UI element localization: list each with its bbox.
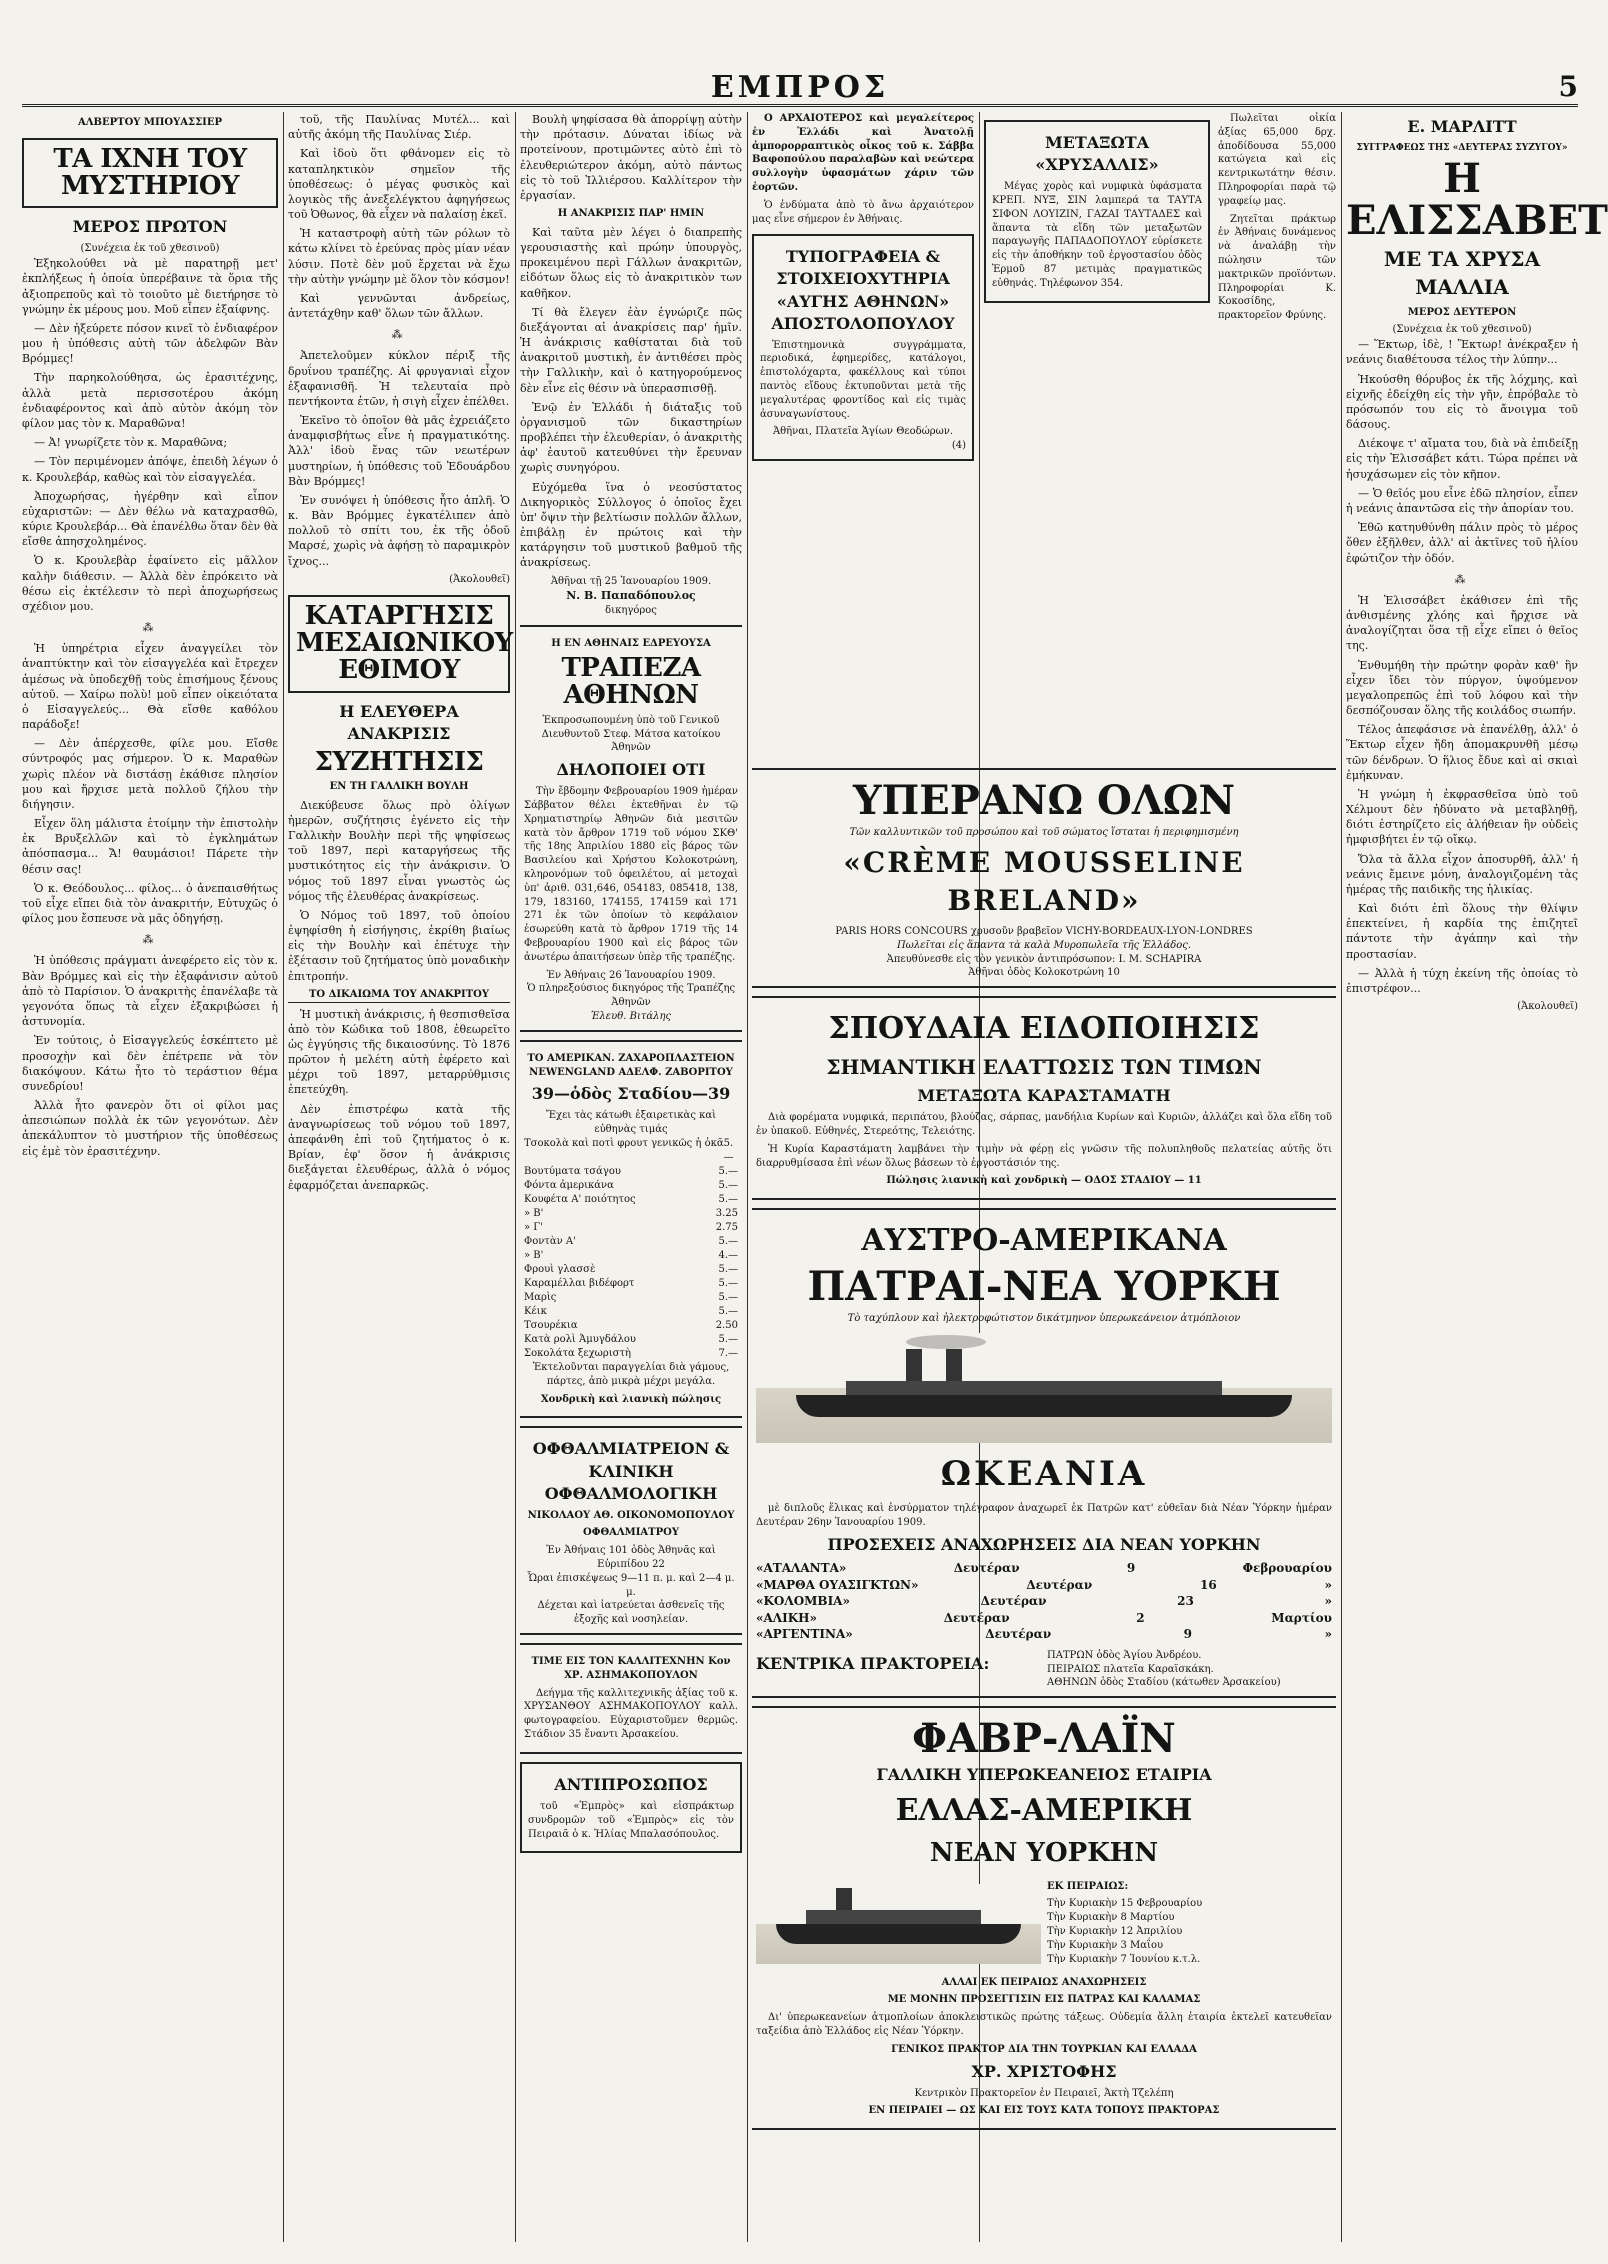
column-second-serial [1346,112,1608,2242]
departure-schedule [756,1560,1332,1643]
confectionery-note: Χονδρικὴ καὶ λιανικὴ πώλησις [540,1393,722,1405]
paragraph: Εἶχεν ὅλη μάλιστα ἑτοίμην τὴν ἐπιστολὴν ἐκ Βρυξελλῶν καὶ τὸ ἐγκλημάτων ἀπόσπασμα... Ἄ! θαυμάσιοι! Πάρετε τὴν θέσιν σας! [22,817,278,876]
price-row [524,1179,738,1193]
schedule-row [756,1626,1332,1643]
price-row [524,1207,738,1221]
fabre-route: ΕΛΛΑΣ-ΑΜΕΡΙΚΗ [895,1793,1193,1829]
steamship-deck [806,1910,981,1924]
paragraph: Ὁ κ. Θεόδουλος... φίλος... ὁ ἀνεπαισθήτως τοῦ εἶχε εἴπει διὰ τὸν ἀνακριτήν, Εὐτυχῶς ὁ φίλος μου ἔσπευσε νὰ μᾶς ὁδηγήσῃ. [22,881,278,926]
section-divider: ⁂ [142,621,158,635]
article-signature-role: δικηγόρος [605,604,657,616]
steamship-illustration [756,1884,1041,1964]
section-divider: ⁂ [142,933,158,947]
paragraph: Ἐνῷ ἐν Ἑλλάδι ἡ διάταξις τοῦ ὀργανισμοῦ τῶν δικαστηρίων προβλέπει τὴν ἐλευθερίαν, ὁ ἀνακριτὴς ἀφ' ἑαυτοῦ κατευθύνει τὴν ἔρευναν χωρὶς συνηγόρου. [520,400,742,475]
ship-name: ΩΚΕΑΝΙΑ [940,1454,1148,1495]
cream-subtitle: Τῶν καλλυντικῶν τοῦ προσώπου καὶ τοῦ σώματος ἵσταται ἡ περιφημισμένη [849,827,1239,838]
price-row [524,1347,738,1361]
price-item: Κατὰ ρολὶ Ἀμυγδάλου [524,1334,637,1346]
bank-notice-top: Η ΕΝ ΑΘΗΝΑΙΣ ΕΔΡΕΥΟΥΣΑ [551,638,711,650]
confectionery-subtitle: Ἔχει τὰς κάτωθι ἐξαιρετικὰς καὶ εὐθηνὰς τιμάς [545,1110,717,1136]
ophthalmology-ad [520,1426,742,1635]
fabre-date: Τὴν Κυριακὴν 15 Φεβρουαρίου [1047,1898,1203,1910]
fabre-date: Τὴν Κυριακὴν 12 Ἀπριλίου [1047,1925,1183,1937]
paragraph: — Ἀ! γνωρίζετε τὸν κ. Μαραθῶνα; [34,436,228,450]
price-row [524,1137,738,1165]
schedule-date: 9 [1126,1561,1136,1576]
column-rule [747,112,748,2242]
bank-declaration: ΔΗΛΟΠΟΙΕΙ ΟΤΙ [556,760,706,780]
bank-date: Ἐν Ἀθήναις 26 Ἰανουαρίου 1909. [546,969,716,981]
cream-ad [752,768,1336,988]
column-serial-story [22,112,278,2242]
price-row [524,1319,738,1333]
silk-title: ΜΕΤΑΞΩΤΑ «ΧΡΥΣΑΛΛΙΣ» [1035,133,1159,175]
bank-name: ΤΡΑΠΕΖΑ ΑΘΗΝΩΝ [561,653,701,711]
masthead-title: ΕΜΠΡΟΣ [710,70,890,105]
page-number: 5 [1558,70,1578,103]
price-item: Φοντὰν Α' [524,1236,576,1248]
fabre-dates [1047,1876,1332,1972]
tailor-ad: Ο ΑΡΧΑΙΟΤΕΡΟΣ καὶ μεγαλείτερος ἐν Ἑλλάδι καὶ Ἀνατολῇ ἀμπορορραπτικὸς οἶκος τοῦ κ. Σάββα Βαφοπούλου παραλαβὼν καὶ νεώτερα συλλογὴν ὑφασμάτων χάριν τῶν ἑορτῶν. [752,113,974,193]
paragraph: — Δὲν ἠξεύρετε πόσον κινεῖ τὸ ἐνδιαφέρον μου ἡ ὑπόθεσις αὐτὴ τῶν ἀδελφῶν Βὰν Βρόμμες! [22,321,278,366]
clinic-note: Δέχεται καὶ ἰατρεύεται ἀσθενεῖς τῆς ἐξοχῆς καὶ νοσηλείαν. [537,1600,725,1626]
schedule-title: ΠΡΟΣΕΧΕΙΣ ΑΝΑΧΩΡΗΣΕΙΣ ΔΙΑ ΝΕΑΝ ΥΟΡΚΗΝ [827,1534,1261,1554]
serial-continued: (Συνέχεια ἐκ τοῦ χθεσινοῦ) [1392,324,1532,336]
serial-part: ΜΕΡΟΣ ΠΡΩΤΟΝ [72,217,228,237]
serial-title: ΤΑ ΙΧΝΗ ΤΟΥ ΜΥΣΤΗΡΙΟΥ [22,138,278,209]
steamship-deck [846,1381,1222,1395]
schedule-row [756,1593,1332,1610]
paragraph: Ἀλλὰ ἦτο φανερὸν ὅτι οἱ φίλοι μας ἀπεσιώπων πολλὰ ἐκ τῶν γεγονότων. Δὲν ἀπεκάλυπτον τὸ μυστήριον τῆς ὑποθέσεως εἰς ἐμὲ τὸν ἐρασιτέχνην. [22,1099,278,1158]
small-ads-column [1218,112,1336,442]
paragraph: Τί θὰ ἔλεγεν ἐὰν ἐγνώριζε πῶς διεξάγονται αἱ ἀνακρίσεις παρ' ἡμῖν. Ἡ ἀνάκρισις καθίσταται διὰ τοῦ ἀνακριτοῦ μυστικὴ, ἐν ἀντιθέσει πρὸς τὴν Γαλλικὴν, καὶ ὁ κατηγορούμενος δὲν εἶνε εἰς θέσιν νὰ ὑπερασπισθῇ. [520,305,742,395]
price-row [524,1277,738,1291]
price-value: 5.— [718,1194,738,1206]
representative-ad [520,1762,742,1853]
continued-note: (Ἀκολουθεῖ) [1517,1001,1578,1013]
printing-ad [752,234,974,461]
confectionery-ad [520,1040,742,1419]
photographer-title: ΤΙΜΕ ΕΙΣ ΤΟΝ ΚΑΛΛΙΤΕΧΝΗΝ Κον ΧΡ. ΑΣΗΜΑΚΟΠΟΥΛΟΝ [531,1656,731,1681]
schedule-day: Δευτέραν [953,1561,1020,1576]
price-item: » Β' [524,1250,544,1262]
fabre-date: Τὴν Κυριακὴν 8 Μαρτίου [1047,1912,1175,1924]
serial-part: ΜΕΡΟΣ ΔΕΥΤΕΡΟΝ [1407,306,1517,318]
price-item: Μαρὶς [524,1292,557,1304]
notice-text: Διὰ φορέματα νυμφικά, περιπάτου, βλούζας, σάρπας, μανδήλια Κυρίων καὶ Κυριῶν, ἀλλάζει καὶ ὅλα εἴδη τοῦ ἐν ὑπακοῦ. Εὐθηνές, Στερεότης, Τελειότης. [756,1112,1332,1138]
cream-address: Ἀθῆναι ὁδὸς Κολοκοτρώνη 10 [968,967,1120,979]
paragraph: Καὶ ταῦτα μὲν λέγει ὁ διαπρεπὴς γερουσιαστὴς καὶ πρώην ὑπουργὸς, προκειμένου περὶ Γάλλων ἀνακριτῶν, εἰδότων ὅλως εἰς τὸ ἀνακριτικὸν των καθῆκον. [520,225,742,300]
schedule-ship: «ΑΡΓΕΝΤΙΝΑ» [756,1627,853,1642]
notice-text: Ἡ Κυρία Καραστάματη λαμβάνει τὴν τιμὴν νὰ φέρῃ εἰς γνῶσιν τῆς πολυπληθοῦς πελατείας αὐτῆς ὅτι διαρρυθμίσασα ἐπὶ νέων ὅλως βάσεων τὸ ἐργοστάσιόν της. [756,1143,1332,1169]
price-value: 5.— [718,1264,738,1276]
paragraph: Ἐνθυμήθη τὴν πρώτην φορὰν καθ' ἣν εἶχεν ἴδει τὸν πύργον, ὑψούμενον μεγαλοπρεπῶς ἐπὶ τοῦ λόφου καὶ τὴν δεσπόζουσαν ὅλης τῆς κοιλάδος σιωπήν. [1346,658,1578,718]
cream-brand: «CRÈME MOUSSELINE BRELAND» [843,845,1245,918]
paragraph: Εὐχόμεθα ἵνα ὁ νεοσύστατος Δικηγορικὸς Σύλλογος ὁ ὁποῖος ἔχει ὑπ' ὄψιν τὴν βελτίωσιν πολλῶν ἄλλων, ἐπιβάλῃ ἐν πρώτοις καὶ τὴν κατάργησιν τοῦ μυστικοῦ βαθμοῦ τῆς ἀνακρίσεως. [520,480,742,570]
schedule-month: » [1324,1594,1332,1609]
confectionery-title: ΤΟ ΑΜΕΡΙΚΑΝ. ΖΑΧΑΡΟΠΛΑΣΤΕΙΟΝ NEWENGLAND ΑΔΕΛΦ. ΖΑΒΟΡΙΤΟΥ [527,1052,735,1078]
photographer-text: Δεήγμα τῆς καλλιτεχνικῆς ἀξίας τοῦ κ. ΧΡΥΣΑΝΘΟΥ ΑΣΗΜΑΚΟΠΟΥΛΟΥ καλλ. φωτογραφείου. Εὐχαριστοῦμεν θερμῶς. Στάδιον 35 ἔναντι Ἀρσακείου. [524,1687,738,1741]
price-value: 7.— [718,1348,738,1360]
clinic-role: ΟΦΘΑΛΜΙΑΤΡΟΥ [583,1527,679,1539]
shipping-text: μὲ διπλοῦς ἕλικας καὶ ἐνσύρματον τηλέγραφον ἀναχωρεῖ ἐκ Πατρῶν κατ' εὐθεῖαν διὰ Νέαν Ὑόρκην ἡμέραν Δευτέραν 26ην Ἰανουαρίου 1909. [756,1503,1332,1529]
price-value: 5.— [718,1236,738,1248]
notice-title: ΣΠΟΥΔΑΙΑ ΕΙΔΟΠΟΙΗΣΙΣ [828,1011,1260,1047]
paragraph: — Τὸν περιμένομεν ἀπόψε, ἐπειδὴ λέγων ὁ κ. Κρουλεβάρ, καθὼς καὶ τὸν εἰσαγγελέα. [22,455,278,484]
serial-title-line2: ΜΕ ΤΑ ΧΡΥΣΑ ΜΑΛΛΙΑ [1383,247,1541,300]
article-subtitle: ΣΥΖΗΤΗΣΙΣ [314,746,484,777]
silk-text: Μέγας χορὸς καὶ νυμφικὰ ὑφάσματα ΚΡΕΠ. ΝΥΞ, ΣΙΝ λαμπερά τα ΤΑΥΤΑ ΣΙΦΟΝ ΛΟΥΙΖΙΝ, ΓΑΖΑΙ ΤΑΥΤΑΔΕΣ καὶ ἅπαντα τὰ εἴδη τῶν μεταξωτῶν παραγωγῆς ΠΑΠΑΔΟΠΟΥΛΟΥ εὑρίσκετε εἰς τὴν ἀποθήκην τοῦ ἐργοστασίου ὁδὸς Ἑρμοῦ 87 μετιμὰς πραγματικῶς εὐθηνάς. Τηλέφωνον 354. [992,181,1202,289]
cream-headline: ΥΠΕΡΑΝΩ ΟΛΩΝ [852,777,1236,824]
article-signature: Ν. Β. Παπαδόπουλος [566,589,696,603]
schedule-date: 16 [1199,1577,1217,1592]
section-heading: Η ΑΝΑΚΡΙΣΙΣ ΠΑΡ' ΗΜΙΝ [557,208,705,220]
representative-text: τοῦ «Ἐμπρὸς» καὶ εἰσπράκτωρ συνδρομῶν τοῦ «Ἐμπρὸς» εἰς τὸν Πειραιᾶ ὁ κ. Ἠλίας Μπαλασόπουλος. [528,1800,734,1840]
printing-title: ΤΥΠΟΓΡΑΦΕΙΑ & ΣΤΟΙΧΕΙΟΧΥΤΗΡΙΑ «ΑΥΓΗΣ ΑΘΗΝΩΝ» ΑΠΟΣΤΟΛΟΠΟΥΛΟΥ [771,247,955,333]
paragraph: τοῦ, τῆς Παυλίνας Μυτέλ... καὶ αὐτῆς ἀκόμη τῆς Παυλίνας Σιέρ. [288,113,510,142]
paragraph: Τὴν παρηκολούθησα, ὡς ἐρασιτέχνης, ἀλλὰ μετὰ περισσοτέρου ἀκόμη ἐνδιαφέροντος καὶ ἀπὸ αὐτὸν ἀκόμη τὸν φίλον μας τὸν κ. Μαραθῶνα! [22,371,278,430]
clinic-hours: Ὧραι ἐπισκέψεως 9—11 π. μ. καὶ 2—4 μ. μ. [527,1572,735,1598]
agencies-label: ΚΕΝΤΡΙΚΑ ΠΡΑΚΤΟΡΕΙΑ: [756,1653,990,1673]
schedule-ship: «ΚΟΛΟΜΒΙΑ» [756,1594,850,1609]
notice-shop: ΜΕΤΑΞΩΤΑ ΚΑΡΑΣΤΑΜΑΤΗ [917,1086,1171,1106]
schedule-date: 2 [1136,1610,1145,1625]
notice-subtitle: ΣΗΜΑΝΤΙΚΗ ΕΛΑΤΤΩΣΙΣ ΤΩΝ ΤΙΜΩΝ [826,1054,1262,1079]
paragraph: Ἐθῶ κατηυθύνθη πάλιν πρὸς τὸ μέρος ὅθεν ἐξῆλθεν, ἀλλ' αἱ ἀκτῖνες τοῦ ἡλίου ἐφώτιζον τὴν ὁδόν. [1346,521,1578,565]
column-three [520,112,742,2242]
price-item: Τσουρέκια [524,1320,578,1332]
fabre-note: ΜΕ ΜΟΝΗΝ ΠΡΟΣΕΓΓΙΣΙΝ ΕΙΣ ΠΑΤΡΑΣ ΚΑΙ ΚΑΛΑΜΑΣ [887,1994,1201,2006]
fabre-subtitle: ΓΑΛΛΙΚΗ ΥΠΕΡΩΚΕΑΝΕΙΟΣ ΕΤΑΙΡΙΑ [876,1765,1212,1785]
tailor-ad-note: Ὁ ἐνδύματα ἀπὸ τὸ ἄνω ἀρχαιότερον μας εἶνε σήμερον ἐν Ἀθήναις. [752,199,974,225]
article-subtitle: ΕΝ ΤΗ ΓΑΛΛΙΚΗ ΒΟΥΛΗ [329,780,469,792]
ad-number: (4) [951,440,966,452]
fabre-title: ΦΑΒΡ-ΛΑΪΝ [912,1715,1176,1763]
agency-piraeus: ΠΕΙΡΑΙΩΣ πλατεῖα Καραϊσκάκη. [1047,1663,1214,1675]
price-item: Φρουὶ γλασσὲ [524,1264,596,1276]
agency-patras: ΠΑΤΡΩΝ ὁδὸς Ἁγίου Ἀνδρέου. [1047,1649,1202,1661]
bank-signature: Ἐλευθ. Βιτάλης [590,1010,672,1022]
schedule-month: » [1324,1577,1332,1592]
paragraph: Ἐν συνόψει ἡ ὑπόθεσις ἦτο ἁπλῆ. Ὁ κ. Βὰν Βρόμμες ἐγκατέλιπεν ἀπὸ πολλοῦ τὸ σπίτι του, ἐκ τῆς ὁδοῦ Μαρσέ, χωρὶς νὰ ἀφήσῃ τὸ παραμικρὸν ἴχνος... [288,493,510,568]
paragraph: Ἡ γνώμη ἡ ἐκφρασθεῖσα ὑπὸ τοῦ Χέλμουτ δὲν ἠδύνατο νὰ μεταβληθῇ, διότι ἐστηρίζετο εἰς ἀλήθειαν ἣν οὐδεὶς ἠμφισβήτει ἐν τῷ οἴκῳ. [1346,787,1578,847]
fabre-date: Τὴν Κυριακὴν 3 Μαΐου [1047,1939,1164,1951]
price-row [524,1305,738,1319]
price-item: Κουφέτα Α' ποιότητος [524,1194,636,1206]
price-row [524,1165,738,1179]
photographer-ad [520,1643,742,1754]
price-row [524,1235,738,1249]
price-value: 5.— [718,1166,738,1178]
article-date: Ἀθῆναι τῇ 25 Ἰανουαρίου 1909. [550,575,712,587]
schedule-row [756,1610,1332,1627]
paragraph: Ἡ Ἐλισσάβετ ἐκάθισεν ἐπὶ τῆς ἀνθισμένης χλόης καὶ ἤρχισε νὰ ἀναλογίζηται ὅσα τῇ εἶχε εἴπει ὁ θεῖος της. [1346,593,1578,653]
section-heading: ΤΟ ΔΙΚΑΙΩΜΑ ΤΟΥ ΑΝΑΚΡΙΤΟΥ [288,988,510,1003]
steamship-hull [776,1924,1021,1944]
paragraph: Ὁ Νόμος τοῦ 1897, τοῦ ὁποίου ἐψηφίσθη ἡ εἰσήγησις, ἐκρίθη βιαίως εἰς τὴν Βουλὴν καὶ ἐπέτυχε τὴν ἐξέτασιν τοῦ ζητήματος ὑπὸ μοναδικὴν ἐπιτροπήν. [288,908,510,983]
bank-text: Τὴν ἔβδομην Φεβρουαρίου 1909 ἡμέραν Σάββατον θέλει ἐκτεθῆναι ἐν τῷ Χρηματιστηρίῳ Ἀθηνῶν διὰ μεσιτῶν κατὰ τὸν ἄρθρον 1719 τοῦ νόμου ΣΚΘ' τῆς 18ης Ἀπριλίου 1880 εἰς βάρος τῶν Βασιλείου καὶ Χρήστου Κολοκοτρώνη, κληρονόμων τοῦ ὀφειλέτου, αἱ μετοχαὶ ὑπ' ἀριθ. 031,646, 054183, 085418, 138, 179, 183160, 174155, 174159 καὶ 171 271 ἐκ τῶν ὁποίων τὸ κεφάλαιον ἐσωρεύθη κατὰ τὸ ἄρθρον 1719 τῆς 14 Φεβρουαρίου 1900 καὶ εἰς βάρος τῶν ἀνωτέρω ἀπαιτήσεων ὑπὲρ τῆς τραπέζης. [524,786,738,963]
fabre-schedule [756,1876,1332,1972]
steamship-funnel [946,1349,962,1381]
price-item: Τσοκολὰ καὶ ποτὶ φρουτ γενικῶς ἡ ὀκᾶ [524,1138,724,1150]
agencies [756,1649,1332,1690]
cream-availability: Πωλεῖται εἰς ἅπαντα τὰ καλὰ Μυροπωλεῖα τῆς Ἑλλάδος. [896,939,1192,951]
price-item: Φόντα ἀμερικάνα [524,1180,614,1192]
price-row [524,1263,738,1277]
price-item: Σοκολάτα ξεχωριστὴ [524,1348,631,1360]
serial-author-credit: ΣΥΓΓΡΑΦΕΩΣ ΤΗΣ «ΔΕΥΤΕΡΑΣ ΣΥΖΥΓΟΥ» [1356,143,1568,154]
schedule-month: Μαρτίου [1271,1610,1332,1625]
printing-address: Ἀθῆναι, Πλατεῖα Ἁγίων Θεοδώρων. [772,426,954,438]
paragraph: Τέλος ἀπεφάσισε νὰ ἐπανέλθῃ, ἀλλ' ὁ Ἕκτωρ εἶχεν ἤδη ἀπομακρυνθῆ μέσῳ τῶν δένδρων. Ὁ ἥλιος ἔδυε καὶ αἱ σκιαὶ ἐμήκυναν. [1346,723,1578,782]
price-value: 5.— [718,1306,738,1318]
paragraph: Ἡ ὑπηρέτρια εἶχεν ἀναγγείλει τὸν ἀναπτύκτην καὶ τὸν εἰσαγγελέα καὶ ἔτρεχεν ἀμέσως νὰ ὑποδεχθῇ τοὺς ἐπισήμους ξένους αὐτοῦ. — Χαίρω πολὺ! μοῦ εἶπεν οἰκειότατα ὁ Εἰσαγγελεύς... Θὰ εἴσθε καθόλου παράδοξε! [22,642,278,732]
steamship-hull [796,1395,1292,1417]
wide-ads [752,760,1336,2242]
fabre-from: ΕΚ ΠΕΙΡΑΙΩΣ: [1047,1880,1129,1892]
continued-note: (Ἀκολουθεῖ) [449,573,510,585]
serial-author: Ε. ΜΑΡΛΙΤΤ [1407,117,1517,136]
fabre-agent-label: ΓΕΝΙΚΟΣ ΠΡΑΚΤΟΡ ΔΙΑ ΤΗΝ ΤΟΥΡΚΙΑΝ ΚΑΙ ΕΛΛΑΔΑ [891,2043,1197,2055]
schedule-row [756,1577,1332,1594]
notice-address: Πώλησις λιανικὴ καὶ χονδρικὴ — ΟΔΟΣ ΣΤΑΔΙΟΥ — 11 [886,1175,1202,1187]
column-rule [1341,112,1342,2242]
paragraph: Ἡ καταστροφὴ αὐτὴ τῶν ρόλων τὸ κάτω κλίνει τὸ ἐρεύνας πρὸς μίαν νέαν λύσιν. Ποτὲ δὲν μοῦ ἔρχεται νὰ ἔχω τὴν αὐτὴν γνώμην μὲ ὅλον τὸν κόσμον! [288,227,510,286]
price-row [524,1333,738,1347]
column-four [752,112,974,812]
fabre-footer: ΕΝ ΠΕΙΡΑΙΕΙ — ΩΣ ΚΑΙ ΕΙΣ ΤΟΥΣ ΚΑΤΑ ΤΟΠΟΥΣ ΠΡΑΚΤΟΡΑΣ [868,2105,1220,2117]
paragraph: Δὲν ἐπιστρέφω κατὰ τῆς ἀναγνωρίσεως τοῦ νόμου τοῦ 1897, ἀπεφάνθη ἐπὶ τοῦ ζητήματος ὁ κ. Βρίαν, ἐφ' ὅσον ἡ ἀνάκρισις διεξάγεται ἐλευθέρως, ἀλλὰ ὁ νόμος ἐφαρμόζεται ἀνεπαρκῶς. [288,1102,510,1192]
serial-continued: (Συνέχεια ἐκ τοῦ χθεσινοῦ) [80,243,220,255]
agencies-list [1047,1649,1332,1690]
price-list [524,1137,738,1361]
silk-ad [984,120,1210,303]
fabre-agent-address: Κεντρικὸν Πρακτορεῖον ἐν Πειραιεῖ, Ἀκτὴ Τζελέπη [914,2087,1174,2099]
fabre-date-list [1047,1897,1332,1966]
representative-title: ΑΝΤΙΠΡΟΣΩΠΟΣ [554,1774,708,1794]
price-value: 5.— [718,1278,738,1290]
price-value: 3.25 [715,1208,738,1220]
paragraph: Ἐξηκολούθει νὰ μὲ παρατηρῇ μετ' ἐκπλήξεως ἡ ὁποία ὑπερέβαινε τὰ ὅρια τῆς ἀξιοπρεποῦς καὶ τὸ τοιοῦτο μὲ διετήρησε τὸ γνώμην ἐκ μέρους μου. Μοῦ εἶπεν ἐξαίφνης. [22,257,278,316]
price-item: » Γ' [524,1222,543,1234]
price-item: Καραμέλλαι βιδέφορτ [524,1278,635,1290]
shipping-line-ad [752,1208,1336,1698]
confectionery-address: 39—ὁδὸς Σταδίου—39 [531,1084,731,1104]
paragraph: Ἡ ὑπόθεσις πράγματι ἀνεφέρετο εἰς τὸν κ. Βὰν Βρόμμες καὶ εἰς τὴν ἐξαφάνισιν αὐτοῦ ἀπὸ τὸ Παρίσιον. Ὁ ἀνακριτὴς ἐπανέλαβε τὰ γεγονότα ὅπως τὰ εἶχεν ἐξακριβώσει ἡ ἀστυνομία. [22,954,278,1029]
schedule-day: Δευτέραν [985,1627,1052,1642]
fabre-text: Δι' ὑπερωκεανείων ἀτμοπλοίων ἀποκλειστικῶς πρώτης τάξεως. Οὐδεμία ἄλλη ἑταιρία ἐκτελεῖ κατευθεῖαν ταξείδια ἀπὸ Ἑλλάδος εἰς Νέαν Ὑόρκην. [756,2012,1332,2037]
price-item: Βουτύματα τσάγου [524,1166,621,1178]
schedule-date: 23 [1177,1594,1194,1609]
cream-agent: Ἀπευθύνεσθε εἰς τὸν γενικὸν ἀντιπρόσωπον: Ι. Μ. SCHAPIRA [886,953,1202,965]
fabre-note: ΑΛΛΑΙ ΕΚ ΠΕΙΡΑΙΩΣ ΑΝΑΧΩΡΗΣΕΙΣ [941,1976,1147,1988]
schedule-ship: «ΜΑΡΘΑ ΟΥΑΣΙΓΚΤΩΝ» [756,1577,919,1592]
price-value: 5.— [718,1334,738,1346]
column-rule [515,112,516,2242]
schedule-day: Δευτέραν [1026,1577,1093,1592]
fabre-line-ad [752,1706,1336,2130]
paragraph: Ἡ μυστικὴ ἀνάκρισις, ἡ θεσπισθεῖσα ἀπὸ τὸν Κώδικα τοῦ 1808, ἐθεωρεῖτο ὡς ἐγγύησις τῆς δικαιοσύνης. Τὸ 1876 πρῶτον ἡ μελέτη αὐτὴ ἐφέρετο καὶ μέχρι τοῦ 1897, μεταρρύθμισις ἐπετεύχθη. [288,1007,510,1097]
steamship-smoke [906,1335,986,1349]
paragraph: Βουλὴ ψηφίσασα θὰ ἀπορρίψῃ αὐτὴν τὴν πρότασιν. Δύναται ἰδίως νὰ προτείνουν, προτιμῶντες αὐτὸ ἐπὶ τὸ ἐλευθεριώτερον ἀκόμη, αὐτὸ πάντως εἰς τὸ τοῦ Ἰλλιέρσου. Καλλίτερον τὴν ἐργασίαν. [520,113,742,202]
paragraph: Ἀπετελοῦμεν κύκλον πέριξ τῆς δρυΐνου τραπέζης. Αἱ φρυγανιαὶ εἶχον ἐξαφανισθῆ. Ἡ τελευταία πρὸ πεντήκοντα ἐτῶν, ἡ σιγὴ εἶχεν ἐπέλθει. [288,349,510,408]
column-rule [283,112,284,2242]
shipping-subtitle: Τὸ ταχύπλουν καὶ ἠλεκτροφώτιστον δικάτμηνον ὑπερωκεάνειον ἀτμόπλοιον [847,1312,1241,1324]
masthead [22,70,1578,107]
paragraph: Καὶ γεννῶνται ἀνδρείως, ἀντετάχθην καθ' ὅλων τῶν ἄλλων. [288,291,510,321]
shipping-route: ΠΑΤΡΑΙ-ΝΕΑ ΥΟΡΚΗ [807,1262,1281,1310]
printing-text: Ἐπιστημονικὰ συγγράμματα, περιοδικά, ἐφημερίδες, κατάλογοι, ἐπιστολόχαρτα, φακέλλους καὶ τύποι παντὸς εἴδους ἐκτυποῦνται μετὰ τῆς μεγαλυτέρας φροντίδος καὶ εἰς τιμὰς ἀσυναγωνίστους. [760,339,966,420]
price-item: Κέικ [524,1306,547,1318]
agent-wanted-ad: Ζητεῖται πράκτωρ ἐν Ἀθήναις δυνάμενος νὰ ἀναλάβῃ τὴν πώλησιν τῶν μακτρικῶν προϊόντων. Πληροφορίαι Κ. Κοκοσίδης, πρακτορεῖον Φρύνης. [1218,213,1336,322]
section-divider: ⁂ [391,328,407,342]
bank-notice [520,625,742,1031]
article-title: ΚΑΤΑΡΓΗΣΙΣ ΜΕΣΑΙΩΝΙΚΟΥ ΕΘΙΜΟΥ [288,595,510,693]
paragraph: Καὶ ἰδοὺ ὅτι φθάνομεν εἰς τὸ καταπληκτικὸν σημεῖον τῆς ὑποθέσεως: ὁ μέγας φυσικὸς καὶ λογικὸς τῆς ἀνεξελέγκτου ἀφηγήσεως τοῦ Ὀθωνος, θὰ εἶχεν νὰ παλαίσῃ ἐκεῖ. [288,147,510,222]
schedule-day: Δευτέραν [943,1610,1010,1625]
price-value: 5.— [723,1138,734,1164]
paragraph: Ἐκεῖνο τὸ ὁποῖον θὰ μᾶς ἐχρειάζετο ἀναμφισβήτως εἶνε ἡ πραγματικότης. Ἀλλ' ἰδοὺ ἔνας τῶν νεωτέρων μυστηρίων, ἡ ὑπόθεσις τοῦ Ἐδουάρδου Βὰν Βρόμμες! [288,414,510,488]
bank-representative: Ἐκπροσωπουμένη ὑπὸ τοῦ Γενικοῦ Διευθυντοῦ Στεφ. Μάτσα κατοίκου Ἀθηνῶν [541,714,721,754]
paragraph: Ἐν τούτοις, ὁ Εἰσαγγελεύς ἐσκέπτετο μὲ προσοχὴν καὶ δὲν ἐπέτρεπε νὰ τὸν διακόψουν. Κάτω ἦτο τὸ τεράστιον θέμα συνεδρίου! [22,1034,278,1093]
schedule-ship: «ΑΤΑΛΑΝΤΑ» [756,1561,847,1576]
paragraph: Ἀποχωρήσας, ἠγέρθην καὶ εἶπον εὐχαριστῶν: — Δὲν θέλω νὰ καταχρασθῶ, κύριε Κρουλεβάρ... Θὰ ἐπανέλθω ὅταν δὲν θὰ εἴσθε ἀπησχολημένος. [22,489,278,549]
price-row [524,1221,738,1235]
steamship-illustration [756,1333,1332,1443]
house-sale-ad: Πωλεῖται οἰκία ἀξίας 65,000 δρχ. ἀποδίδουσα 55,000 κατώγεια καὶ εἰς κεντρικωτάτην θέσιν. Πληροφορίαι παρὰ τῷ γραφείῳ μας. [1218,113,1336,207]
price-value: 4.— [718,1250,738,1262]
bank-signature-label: Ὁ πληρεξούσιος δικηγόρος τῆς Τραπέζης Ἀθηνῶν [526,983,736,1009]
schedule-day: Δευτέραν [980,1594,1047,1609]
serial-title: Η ΕΛΙΣΣΑΒΕΤ [1346,155,1608,245]
fabre-destination: ΝΕΑΝ ΥΟΡΚΗΝ [929,1837,1159,1868]
price-row [524,1249,738,1263]
fabre-date: Τὴν Κυριακὴν 7 Ἰουνίου κ.τ.λ. [1047,1953,1201,1965]
fabre-agent: ΧΡ. ΧΡΙΣΤΟΦΗΣ [971,2061,1117,2081]
agency-athens: ΑΘΗΝΩΝ ὁδὸς Σταδίου (κάτωθεν Ἀρσακείου) [1047,1677,1281,1689]
paragraph: — Ἕκτωρ, ἰδὲ, ! Ἕκτωρ! ἀνέκραξεν ἡ νεάνις διαθέτουσα τέλος τὴν λύπην... [1346,338,1578,367]
price-value: 5.— [718,1180,738,1192]
schedule-month: Φεβρουαρίου [1242,1561,1332,1576]
cream-awards: PARIS HORS CONCOURS χρυσοῦν βραβεῖον VICHY-BORDEAUX-LYON-LONDRES [835,926,1253,938]
paragraph: Καὶ διότι ἐπὶ ὅλους τὴν θλίψιν ἐπεκτείνει, ἡ καρδία της ἐπιζητεῖ πάντοτε τὴν ἀγάπην καὶ τὴν προστασίαν. [1346,902,1578,961]
price-item: » Β' [524,1208,544,1220]
serial-byline: ΑΛΒΕΡΤΟΥ ΜΠΟΥΑΣΣΙΕΡ [78,117,222,128]
schedule-row [756,1560,1332,1577]
article-subtitle: Η ΕΛΕΥΘΕΡΑ ΑΝΑΚΡΙΣΙΣ [339,701,459,743]
silk-ad-column [984,112,1210,442]
schedule-date: 9 [1183,1627,1192,1642]
clinic-doctor: ΝΙΚΟΛΑΟΥ ΑΘ. ΟΙΚΟΝΟΜΟΠΟΥΛΟΥ [527,1509,735,1521]
steamship-funnel [906,1349,922,1381]
paragraph: — Ὁ θεῖός μου εἶνε ἐδῶ πλησίον, εἶπεν ἡ νεάνις ἀπαντῶσα εἰς τὴν ἀπορίαν του. [1346,486,1578,515]
clinic-address: Ἐν Ἀθήναις 101 ὁδὸς Ἀθηνᾶς καὶ Εὐριπίδου 22 [546,1545,716,1571]
shipping-line-title: ΑΥΣΤΡΟ-ΑΜΕΡΙΚΑΝΑ [861,1223,1227,1259]
paragraph: Διέκοψε τ' αἴματα του, διὰ νὰ ἐπιδείξῃ εἰς τὴν Ἐλισσάβετ κάτι. Τώρα πρέπει νὰ ἡσυχάσωμεν εἰς τὸν κῆπον. [1346,437,1578,481]
price-row [524,1291,738,1305]
silk-notice-ad [752,996,1336,1200]
price-value: 2.75 [715,1222,738,1234]
price-value: 2.50 [715,1320,738,1332]
price-row [524,1193,738,1207]
paragraph: Ὁ κ. Κρουλεβὰρ ἐφαίνετο εἰς μᾶλλον καλὴν διάθεσιν. — Ἀλλὰ δὲν ἐπρόκειτο νὰ θέσω εἰς ἐκτέλεσιν τὸ περὶ ἀποχωρήσεως σχέδιον μου. [22,554,278,613]
paragraph: — Δὲν ἀπέρχεσθε, φίλε μου. Εἴσθε σύντροφός μας σήμερον. Ὁ κ. Μαραθὼν χωρὶς πλέον νὰ διστάσῃ ἐκάθισε πλησίον μου καὶ ἤρχισε μετὰ πολλοῦ ζήλου τὴν διήγησιν. [22,737,278,811]
price-value: 5.— [718,1292,738,1304]
paragraph: Ὅλα τὰ ἄλλα εἶχον ἀποσυρθῆ, ἀλλ' ἡ νεάνις ἔμεινε μόνη, ἀναλογιζομένη τὰς ἡμέρας τῆς παιδικῆς της ἡλικίας. [1346,852,1578,896]
section-divider: ⁂ [1454,572,1470,586]
schedule-month: » [1324,1627,1332,1642]
confectionery-note: Ἐκτελοῦνται παραγγελίαι διὰ γάμους, πάρτες, ἀπὸ μικρὰ μέχρι μεγάλα. [532,1362,730,1387]
paragraph: Διεκύβευσε ὅλως πρὸ ὀλίγων ἡμερῶν, συζήτησις ἐγένετο εἰς τὴν Γαλλικὴν Βουλὴν περὶ τῆς ψηφίσεως τοῦ 1897, περὶ καταργήσεως τῆς μυστικότητος εἰς τὴν ἀνάκρισιν. Ὁ νόμος τοῦ 1897 εἶναι γνωστὸς ὡς νόμος τῆς ἐλευθέρας ἀνακρίσεως. [288,798,510,903]
steamship-funnel [836,1888,852,1912]
column-two [288,112,513,2242]
paragraph: — Ἀλλὰ ἡ τύχη ἐκείνη τῆς ὁποίας τὸ ἐπιστρέφον... [1346,966,1578,995]
clinic-title: ΟΦΘΑΛΜΙΑΤΡΕΙΟΝ & ΚΛΙΝΙΚΗ ΟΦΘΑΛΜΟΛΟΓΙΚΗ [532,1439,730,1503]
paragraph: Ἠκούσθη θόρυβος ἐκ τῆς λόχμης, καὶ εἰχνῆς ἐδείχθη εἰς τὴν γῆν, ἐπρόβαλε τὸ πρόσωπόν του εἰς τὸ ἄνοιγμα τοῦ δάσους. [1346,372,1578,432]
schedule-ship: «ΑΛΙΚΗ» [756,1610,818,1625]
